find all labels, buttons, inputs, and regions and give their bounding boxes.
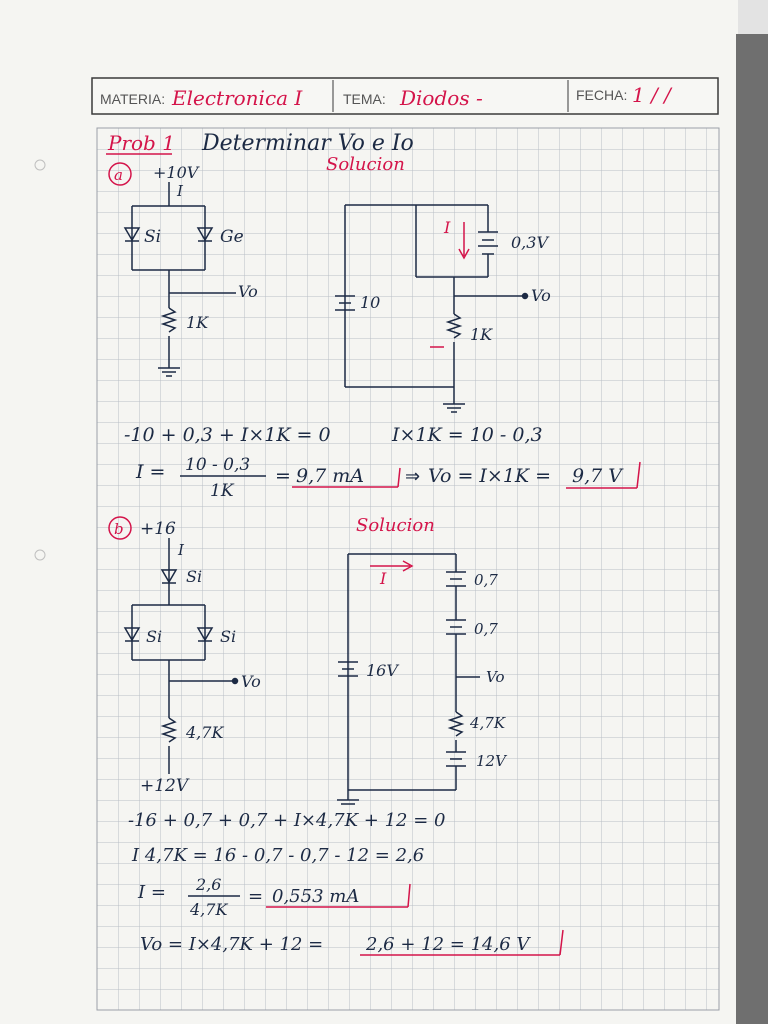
- part-a-eq2-arrow: ⇒: [405, 466, 421, 487]
- svg-text:a: a: [114, 166, 123, 184]
- part-b-eq3-eq: =: [248, 886, 264, 907]
- part-b-sol-drop1: 0,7: [474, 571, 498, 589]
- tema-value: Diodos -: [400, 86, 483, 110]
- part-b-eq2: I 4,7K = 16 - 0,7 - 0,7 - 12 = 2,6: [132, 845, 425, 866]
- part-a-sol-drop: 0,3V: [511, 233, 548, 252]
- part-a-current: I: [177, 182, 183, 200]
- part-a-diode1: Si: [144, 227, 162, 247]
- part-a-sol-source: 10: [360, 293, 381, 312]
- part-a-eq2-lhs: I =: [136, 461, 166, 483]
- part-b-eq3-num: 2,6: [196, 875, 222, 894]
- materia-label: MATERIA:: [100, 91, 166, 107]
- part-b-sol-source2: 12V: [476, 752, 506, 770]
- part-a-sol-vo: Vo: [531, 286, 551, 305]
- part-a-sol-current: I: [444, 218, 451, 237]
- part-b-diode2: Si: [220, 627, 237, 646]
- part-b-eq3-den: 4,7K: [190, 900, 228, 919]
- part-a-solucion: Solucion: [326, 154, 405, 175]
- part-b-sol-source: 16V: [366, 661, 398, 680]
- part-a-vo: Vo: [238, 282, 258, 301]
- part-b-sol-current: I: [380, 569, 387, 588]
- part-a-resistor: 1K: [186, 313, 209, 332]
- part-a-sol-resistor: 1K: [470, 325, 493, 344]
- part-b-supply-bottom: +12V: [140, 776, 189, 796]
- part-a-supply: +10V: [153, 163, 199, 182]
- part-a-eq2-eq: =: [275, 465, 291, 487]
- part-b-diode1: Si: [146, 627, 163, 646]
- materia-value: Electronica I: [172, 86, 303, 110]
- part-b-eq4-left: Vo = I×4,7K + 12 =: [140, 934, 324, 955]
- part-a-eq2-val: 9,7 mA: [296, 465, 364, 487]
- problem-statement: Determinar Vo e Io: [202, 131, 414, 156]
- fecha-value: 1 / /: [632, 83, 671, 107]
- part-a-eq2-den: 1K: [210, 481, 234, 501]
- part-b-resistor: 4,7K: [186, 723, 224, 742]
- part-b-vo: Vo: [241, 672, 261, 691]
- part-a-eq2-num: 10 - 0,3: [185, 455, 251, 475]
- part-a-eq1-right: I×1K = 10 - 0,3: [392, 424, 543, 446]
- header-box: [92, 78, 718, 114]
- fecha-label: FECHA:: [576, 87, 628, 103]
- part-b-eq1: -16 + 0,7 + 0,7 + I×4,7K + 12 = 0: [128, 810, 446, 831]
- part-b-solucion: Solucion: [356, 515, 435, 536]
- part-b-sol-drop2: 0,7: [474, 620, 498, 638]
- part-b-eq3-lhs: I =: [138, 882, 166, 903]
- part-b-eq4-result: 2,6 + 12 = 14,6 V: [366, 934, 530, 955]
- part-b-diode-top: Si: [186, 567, 203, 586]
- problem-label: Prob 1: [108, 131, 175, 155]
- svg-text:b: b: [114, 520, 124, 538]
- part-b-sol-vo: Vo: [486, 668, 505, 686]
- part-b-current: I: [178, 541, 184, 559]
- part-a-diode2: Ge: [220, 227, 244, 247]
- part-b-eq3-result: 0,553 mA: [272, 886, 360, 907]
- part-a-eq2-result: 9,7 V: [572, 465, 622, 487]
- part-a-eq2-rest: Vo = I×1K =: [428, 465, 552, 487]
- part-b-supply: +16: [140, 519, 176, 539]
- part-a-eq1-left: -10 + 0,3 + I×1K = 0: [124, 424, 331, 446]
- part-b-sol-resistor: 4,7K: [470, 714, 506, 732]
- tema-label: TEMA:: [343, 91, 386, 107]
